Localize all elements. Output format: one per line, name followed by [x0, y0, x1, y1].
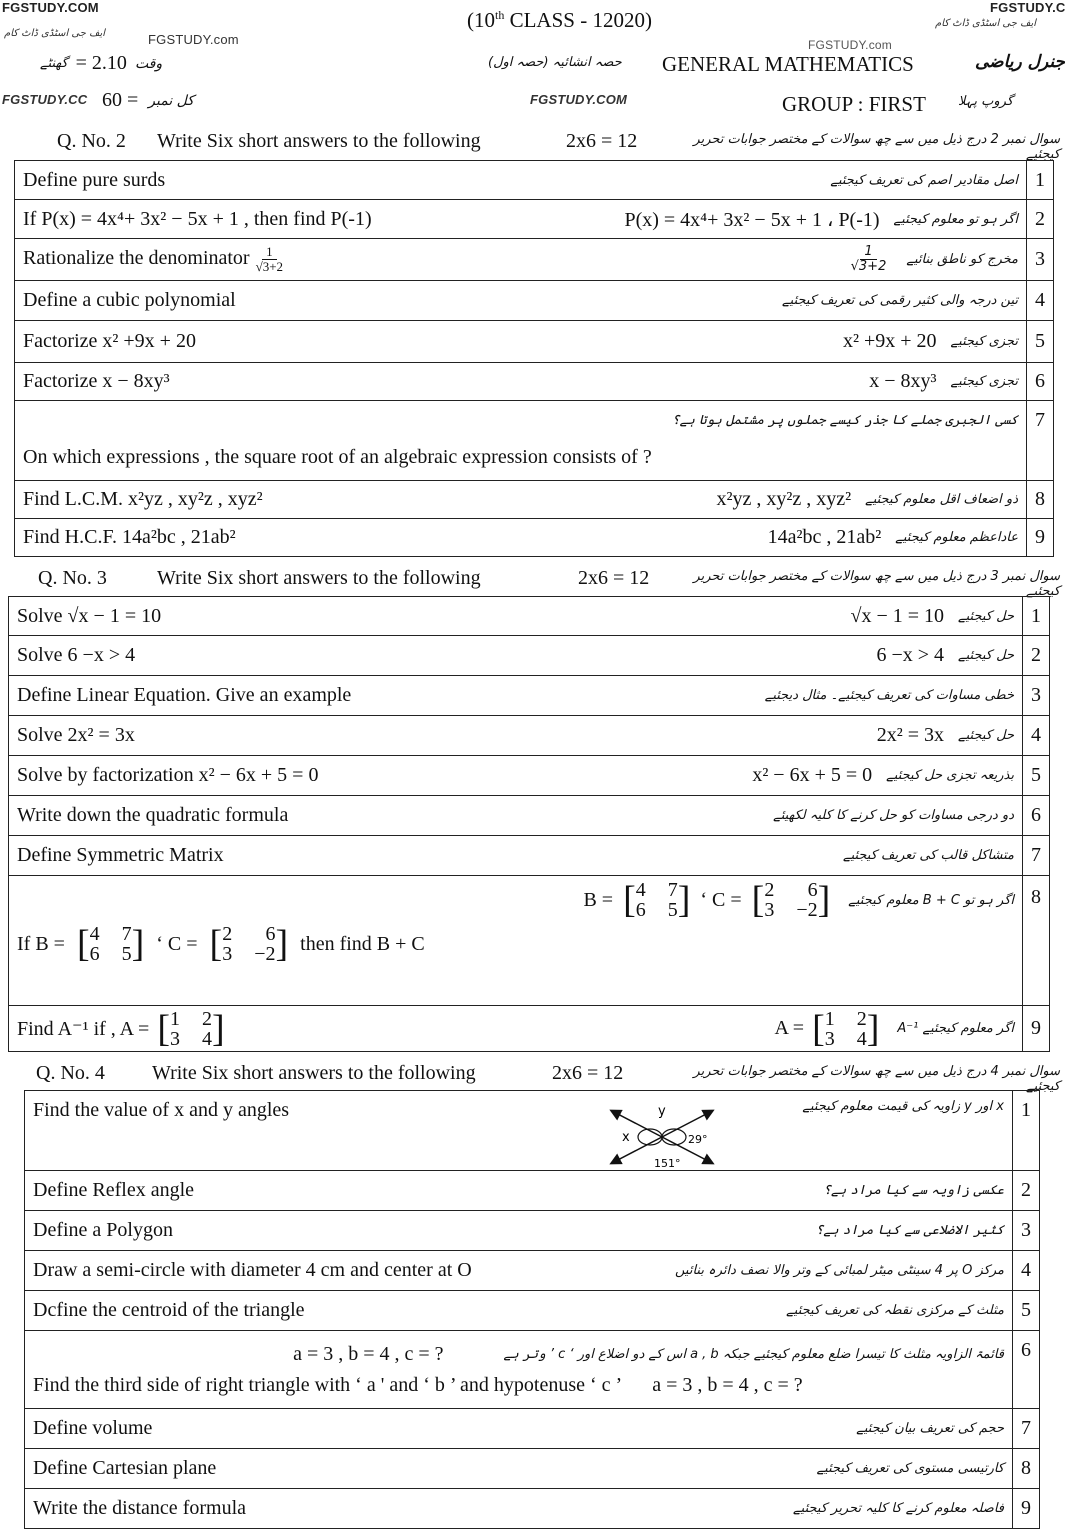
class-rest: CLASS - 12020): [504, 8, 652, 32]
matrix-cell: 4: [201, 1027, 212, 1050]
question-number: Q. No. 2: [57, 130, 126, 152]
question-text-urdu: متشاکل قالب کی تعریف کیجئیے: [842, 848, 1014, 863]
question-number: 1: [1023, 597, 1050, 636]
label-151: 151°: [654, 1157, 681, 1169]
question-instruction: Write Six short answers to the following: [157, 130, 481, 152]
question-text: On which expressions , the square root of an algebraic expression consists of ?: [23, 445, 652, 468]
question-number: 9: [1023, 1006, 1050, 1052]
question-text: Solve 2x² = 3x: [17, 724, 135, 746]
time-label: وقت: [134, 55, 163, 72]
question-instruction-urdu: سوال نمبر 3 درج ذیل میں سے چھ سوالات کے مختصر جوابات تحریر کیجئیے: [693, 569, 1060, 599]
question-number: 2: [1027, 200, 1054, 239]
question-text-urdu: کسی الجبری جملے کا جذر کیسے جملوں پر مشتمل ہوتا ہے؟: [671, 412, 1018, 428]
math-expression: x² − 6x + 5 = 0: [752, 764, 873, 786]
question-4-heading: [0, 1062, 1065, 1094]
question-text-urdu: ذو اضعاف اقل معلوم کیجئیے: [865, 492, 1018, 507]
question-text: then find B + C: [300, 932, 425, 955]
matrix-cell: −2: [796, 899, 818, 921]
question-marks: 2x6 = 12: [552, 1062, 624, 1084]
question-number: 8: [1023, 876, 1050, 1006]
math-expression: 2x² = 3x: [876, 724, 945, 746]
matrix-cell: 1: [169, 1007, 180, 1030]
class-title: [467, 8, 652, 33]
question-number: 3: [1027, 239, 1054, 281]
question-row: [9, 676, 1050, 716]
matrix-a: [ 1 2 3 4 ]: [812, 1007, 880, 1050]
question-number: 6: [1027, 363, 1054, 401]
question-number: 1: [1027, 161, 1054, 200]
question-number: Q. No. 4: [36, 1062, 105, 1084]
question-row: [9, 756, 1050, 796]
matrix-cell: 4: [89, 923, 100, 945]
question-text-urdu: بذریعہ تجزی حل کیجئیے: [886, 768, 1014, 783]
matrix-cell: 3: [169, 1027, 180, 1050]
subject-title-urdu: جنرل ریاضی: [974, 52, 1065, 72]
total-marks: [102, 89, 194, 112]
matrix-c: [ 2 6 3 −2 ]: [751, 879, 831, 921]
question-number: 4: [1027, 281, 1054, 321]
matrix-cell: 3: [764, 899, 775, 921]
question-text: Find H.C.F. 14a²bc , 21ab²: [23, 526, 236, 548]
question-text: Define pure surds: [23, 168, 166, 191]
question-row: [25, 1331, 1040, 1409]
question-instruction-urdu: سوال نمبر 2 درج ذیل میں سے چھ سوالات کے مختصر جوابات تحریر کیجئیے: [693, 132, 1060, 162]
question-number: 5: [1027, 321, 1054, 363]
matrix-cell: 4: [856, 1027, 867, 1050]
math-expression: x² +9x + 20: [842, 330, 937, 352]
question-text-urdu: کارتیسی مستوی کی تعریف کیجئیے: [816, 1461, 1004, 1476]
label-x: x: [622, 1130, 631, 1145]
question-text-urdu: حل کیجئیے: [958, 648, 1014, 663]
class-number: 10: [474, 8, 495, 32]
question-number: 6: [1013, 1331, 1040, 1409]
question-row: [25, 1251, 1040, 1291]
subject-title: GENERAL MATHEMATICS: [662, 52, 914, 76]
question-text: If P(x) = 4x⁴+ 3x² − 5x + 1 , then find P(-1): [23, 207, 372, 230]
question-text-urdu: کثیر الاضلاعی سے کیا مراد ہے؟: [815, 1223, 1004, 1238]
question-row: [9, 716, 1050, 756]
math-expression: 6 −x > 4: [876, 644, 945, 666]
question-row: [15, 401, 1054, 481]
marks-value: 60 =: [102, 89, 139, 111]
question-text-urdu: اگر ہو تو B + C معلوم کیجئیے: [848, 892, 1014, 908]
question-text: Factorize x² +9x + 20: [23, 330, 196, 352]
question-row: [9, 796, 1050, 836]
watermark: FGSTUDY.COM: [2, 0, 99, 15]
question-text: Rationalize the denominator: [23, 247, 250, 270]
matrix-cell: −2: [254, 943, 276, 965]
matrix-c: [ 2 6 3 −2 ]: [209, 923, 289, 965]
question-text: Define volume: [33, 1417, 153, 1439]
question-text-urdu: تین درجہ والی کثیر رقمی کی تعریف کیجئیے: [782, 293, 1018, 308]
question-row: اگر ہو تو B + C معلوم کیجئیے B = [ 4 7 6 5 ] ‘ C = [ 2 6 3 −2 ] If B = [ 4 7 6 5 ] ‘ C = [ 2 6 3 −2 ] then find B + C 8: [9, 876, 1050, 1006]
group-title-urdu: گروپ پہلا: [958, 94, 1014, 109]
question-number: 6: [1023, 796, 1050, 836]
watermark: FGSTUDY.com: [808, 38, 892, 52]
question-text-urdu: مثلث کے مرکزی نقطہ کی تعریف کیجئیے: [786, 1303, 1004, 1318]
question-text-urdu: حجم کی تعریف بیان کیجئیے: [856, 1421, 1004, 1436]
denominator: √3+2: [850, 259, 887, 274]
question-text: Solve by factorization x² − 6x + 5 = 0: [17, 764, 319, 786]
class-open: (: [467, 8, 474, 32]
question-row: [25, 1211, 1040, 1251]
question-number: 9: [1013, 1489, 1040, 1529]
question-number: 2: [1023, 636, 1050, 676]
question-2-table: [14, 160, 1054, 557]
question-text: Factorize x − 8xy³: [23, 370, 170, 392]
question-number: 4: [1023, 716, 1050, 756]
question-row: [15, 281, 1054, 321]
question-text-urdu: اصل مقادیر اصم کی تعریف کیجئیے: [830, 172, 1018, 188]
math-expression: a = 3 , b = 4 , c = ?: [293, 1342, 444, 1365]
matrix-cell: 7: [667, 879, 678, 901]
question-row: [9, 597, 1050, 636]
matrix-cell: 6: [89, 943, 100, 965]
question-number: 9: [1027, 519, 1054, 557]
watermark: FGSTUDY.C: [990, 0, 1065, 15]
time-unit: گھنٹے: [40, 56, 68, 71]
question-text-urdu: قائمۃ الزاویہ مثلث کا تیسرا ضلع معلوم کیجئیے جبکہ a , b اس کے دو اضلاع اور ‘ c ’ وتر ہے: [503, 1346, 1004, 1362]
time-allowed: [40, 52, 162, 75]
question-text-urdu: عکسی زاویہ سے کیا مراد ہے؟: [823, 1183, 1004, 1198]
question-instruction: Write Six short answers to the following: [152, 1062, 476, 1084]
question-text: Dcfine the centroid of the triangle: [33, 1299, 305, 1321]
question-row: [9, 636, 1050, 676]
question-text: Define Cartesian plane: [33, 1457, 217, 1479]
question-text-urdu: x اور y زاویہ کی قیمت معلوم کیجئیے: [802, 1099, 1004, 1114]
math-expression: x − 8xy³: [869, 370, 937, 392]
matrix-b: [ 4 7 6 5 ]: [76, 923, 145, 965]
matrix-cell: 2: [222, 923, 233, 945]
question-text: Define a Polygon: [33, 1219, 173, 1241]
fraction: [256, 245, 283, 274]
question-number: 5: [1023, 756, 1050, 796]
question-number: 3: [1023, 676, 1050, 716]
matrix-cell: 3: [824, 1027, 835, 1050]
question-text: Solve 6 −x > 4: [17, 644, 136, 666]
question-row: [15, 200, 1054, 239]
question-text-urdu: اگر معلوم کیجئیے A⁻¹: [897, 1021, 1014, 1036]
watermark-urdu: ایف جی اسٹڈی ڈاٹ کام: [935, 18, 1037, 29]
marks-label: کل نمبر: [148, 92, 194, 109]
question-text-urdu: مخرج کو ناطق بنائیے: [906, 252, 1018, 267]
question-text-urdu: حل کیجئیے: [958, 608, 1014, 624]
question-row: [15, 519, 1054, 557]
question-number: 2: [1013, 1171, 1040, 1211]
intersecting-lines-diagram: [602, 1099, 722, 1169]
question-row: [25, 1091, 1040, 1171]
matrix-cell: 2: [856, 1007, 867, 1030]
question-marks: 2x6 = 12: [578, 567, 650, 589]
question-text: Find A⁻¹ if , A =: [17, 1018, 150, 1040]
question-text: Find L.C.M. x²yz , xy²z , xyz²: [23, 488, 263, 510]
matrix-cell: 6: [807, 879, 818, 901]
question-text-urdu: دو درجی مساوات کو حل کرنے کا کلیہ لکھیئے: [773, 808, 1014, 823]
question-text: ‘ C =: [156, 932, 198, 955]
denominator: √3+2: [255, 259, 284, 274]
question-number: 7: [1023, 836, 1050, 876]
watermark: FGSTUDY.com: [148, 32, 239, 47]
question-3-heading: [0, 567, 1065, 599]
question-number: Q. No. 3: [38, 567, 107, 589]
watermark-urdu: ایف جی اسٹڈی ڈاٹ کام: [4, 28, 106, 39]
matrix-cell: 6: [635, 899, 646, 921]
matrix-cell: 7: [121, 923, 132, 945]
question-number: 1: [1013, 1091, 1040, 1171]
math-expression: √x − 1 = 10: [850, 604, 945, 627]
math-expression: a = 3 , b = 4 , c = ?: [652, 1373, 803, 1396]
question-4-table: [24, 1090, 1040, 1529]
matrix-cell: 3: [222, 943, 233, 965]
question-text: Find the value of x and y angles: [33, 1099, 290, 1121]
question-number: 8: [1027, 481, 1054, 519]
matrix-cell: 5: [667, 899, 678, 921]
question-3-table: [8, 596, 1050, 1052]
question-row: [15, 481, 1054, 519]
matrix-cell: 2: [764, 879, 775, 901]
part-label: حصہ انشائیہ (حصہ اول): [488, 55, 622, 70]
question-text-urdu: فاصلہ معلوم کرنے کا کلیہ تحریر کیجئیے: [793, 1501, 1004, 1516]
question-row: [15, 321, 1054, 363]
math-expression: x²yz , xy²z , xyz²: [716, 488, 852, 510]
question-text-urdu: خطی مساوات کی تعریف کیجئیے۔ مثال دیجئیے: [764, 688, 1014, 703]
question-instruction: Write Six short answers to the following: [157, 567, 481, 589]
question-row: [25, 1291, 1040, 1331]
question-row: Find A⁻¹ if , A = [ 1 2 3 4 ] اگر معلوم کیجئیے A⁻¹ A = [ 1 2 3 4 ] 9: [9, 1006, 1050, 1052]
question-row: [25, 1171, 1040, 1211]
question-row: [25, 1489, 1040, 1529]
question-text: Write down the quadratic formula: [17, 804, 289, 826]
question-number: 4: [1013, 1251, 1040, 1291]
question-text: Write the distance formula: [33, 1497, 246, 1519]
matrix-a: [ 1 2 3 4 ]: [157, 1007, 225, 1050]
label-29: 29°: [688, 1133, 708, 1146]
matrix-cell: 5: [121, 943, 132, 965]
question-row: [15, 161, 1054, 200]
question-row: [25, 1409, 1040, 1449]
question-row: [25, 1449, 1040, 1489]
time-value: = 2.10: [75, 52, 127, 74]
question-row: [9, 836, 1050, 876]
matrix-cell: 2: [201, 1007, 212, 1030]
numerator: 1: [860, 245, 876, 260]
question-text-urdu: اگر ہو تو معلوم کیجئیے: [893, 211, 1018, 227]
watermark: FGSTUDY.COM: [530, 92, 628, 107]
question-text: Define a cubic polynomial: [23, 289, 236, 311]
question-row: [15, 363, 1054, 401]
question-number: 7: [1027, 401, 1054, 481]
question-2-heading: [0, 130, 1065, 162]
question-text: Define Reflex angle: [33, 1179, 195, 1201]
question-number: 5: [1013, 1291, 1040, 1331]
watermark: FGSTUDY.CC: [2, 92, 88, 107]
question-text-urdu: حل کیجئیے: [958, 728, 1014, 743]
matrix-b: [ 4 7 6 5 ]: [623, 879, 691, 921]
question-number: 8: [1013, 1449, 1040, 1489]
question-text: Find the third side of right triangle with ‘ a ' and ‘ b ’ and hypotenuse ‘ c ’: [33, 1373, 623, 1396]
question-text-urdu: تجزی کیجئیے: [950, 374, 1018, 389]
question-number: 3: [1013, 1211, 1040, 1251]
label-y: y: [658, 1104, 667, 1119]
class-sup: th: [495, 8, 505, 22]
question-text: Draw a semi-circle with diameter 4 cm and center at O: [33, 1259, 472, 1281]
question-text: Solve √x − 1 = 10: [17, 604, 162, 627]
question-marks: 2x6 = 12: [566, 130, 638, 152]
matrix-cell: 6: [265, 923, 276, 945]
question-number: 7: [1013, 1409, 1040, 1449]
question-instruction-urdu: سوال نمبر 4 درج ذیل میں سے چھ سوالات کے مختصر جوابات تحریر کیجئیے: [693, 1064, 1060, 1094]
question-text: If B =: [17, 932, 65, 955]
question-row: [15, 239, 1054, 281]
numerator: 1: [262, 245, 277, 260]
question-text: Define Linear Equation. Give an example: [17, 684, 352, 706]
question-text-urdu: تجزی کیجئیے: [950, 334, 1018, 349]
question-text: Define Symmetric Matrix: [17, 844, 224, 866]
math-expression: P(x) = 4x⁴+ 3x² − 5x + 1 ، P(-1): [624, 208, 880, 231]
matrix-cell: 4: [635, 879, 646, 901]
math-expression: 14a²bc , 21ab²: [767, 526, 882, 548]
question-text-urdu: عاداعظم معلوم کیجئیے: [895, 530, 1018, 545]
group-title: GROUP : FIRST: [782, 92, 926, 116]
question-text-urdu: مرکز O پر 4 سینٹی میٹر لمبائی کے وتر والا نصف دائرہ بنائیں: [675, 1263, 1004, 1278]
matrix-cell: 1: [824, 1007, 835, 1030]
